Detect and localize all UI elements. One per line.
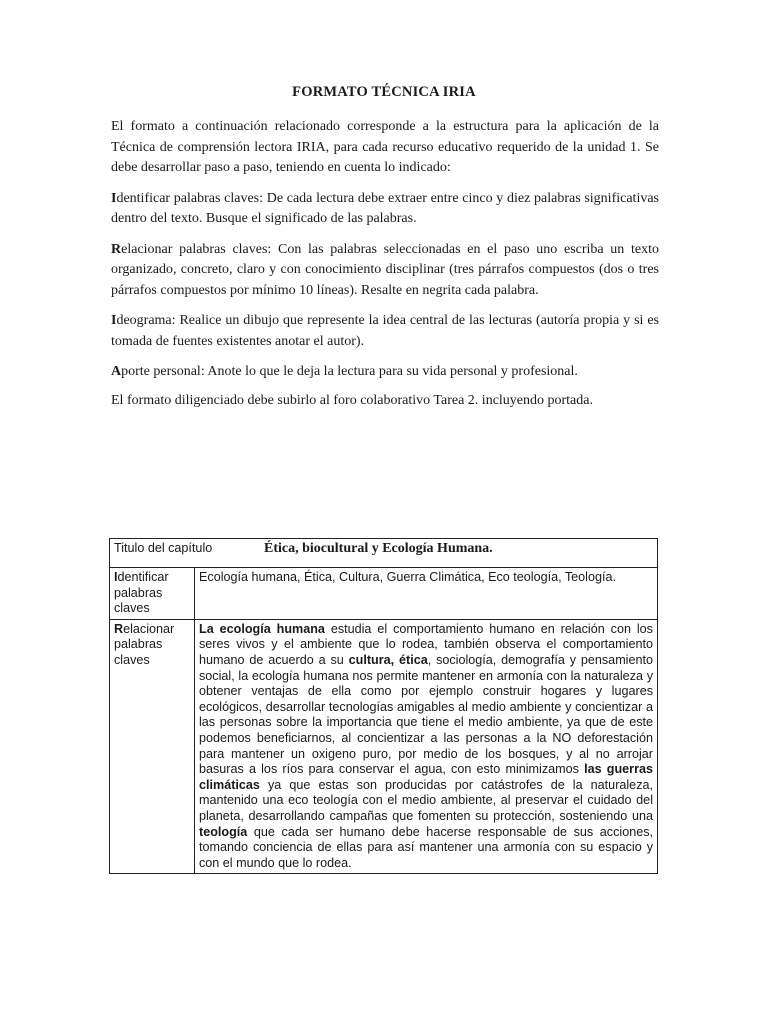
step-text: elacionar palabras claves: Con las palabras seleccionadas en el paso uno escriba un texto organizado, concreto, claro y con conocimiento disciplinar (tres párrafos compuestos (dos o tres párrafos compuestos por mínimo 10 líneas). Resalte en negrita cada palabra. bbox=[111, 241, 659, 298]
row-label-rest: elacionar palabras claves bbox=[114, 621, 175, 667]
step-text: deograma: Realice un dibujo que represente la idea central de las lecturas (autoría propia y si es tomada de fuentes existentes anotar el autor). bbox=[111, 313, 659, 349]
step-initial: A bbox=[111, 364, 122, 379]
text-segment: estudia el comportamiento humano en relación con los seres vivos y el ambiente que lo rodea, también observa el comportamiento humano de acuerdo a su bbox=[199, 621, 653, 667]
step-initial: R bbox=[111, 241, 122, 257]
text-segment-bold: las guerras climáticas bbox=[199, 762, 653, 792]
text-segment: que cada ser humano debe hacerse responsable de sus acciones, tomando conciencia de ellas para así mantener una armonía con su espacio y con el mundo que lo rodea. bbox=[199, 824, 653, 870]
chapter-title: Ética, biocultural y Ecología Humana. bbox=[264, 541, 493, 556]
row-label-identificar bbox=[110, 568, 195, 620]
closing-paragraph: El formato diligenciado debe subirlo al foro colaborativo Tarea 2. incluyendo portada. bbox=[111, 392, 593, 408]
row-label-initial: R bbox=[114, 621, 124, 636]
document-title: FORMATO TÉCNICA IRIA bbox=[292, 84, 476, 100]
iria-table bbox=[109, 538, 658, 874]
step-initial: I bbox=[111, 190, 117, 206]
table-header-cell bbox=[110, 539, 658, 568]
table-row-relacionar bbox=[110, 619, 658, 874]
intro-paragraph: El formato a continuación relacionado corresponde a la estructura para la aplicación de la Técnica de comprensión lectora IRIA, para cada recurso educativo requerido de la unidad 1. Se debe desarrollar paso a paso, teniendo en cuenta lo indicado: bbox=[111, 119, 659, 175]
step-ideograma bbox=[111, 311, 659, 352]
step-initial: I bbox=[111, 313, 117, 328]
step-aporte bbox=[111, 362, 659, 383]
text-segment-bold: cultura, ética bbox=[348, 652, 428, 667]
step-relacionar bbox=[111, 240, 659, 302]
text-segment-bold: La ecología humana bbox=[199, 621, 325, 636]
chapter-label: Titulo del capítulo bbox=[114, 541, 213, 555]
step-text: dentificar palabras claves: De cada lectura debe extraer entre cinco y diez palabras significativas dentro del texto. Busque el significado de las palabras. bbox=[111, 190, 659, 226]
document-body bbox=[111, 117, 659, 421]
text-segment: ya que estas son producidas por catástrofes de la naturaleza, mantenido una eco teología con el medio ambiente, al preservar el cuidado del planeta, desarrollando campañas que fomenten su protección, sosteniendo una bbox=[199, 777, 653, 823]
row-label-rest: dentificar palabras claves bbox=[114, 570, 169, 616]
row-label-initial: I bbox=[114, 570, 118, 584]
step-identificar bbox=[111, 189, 659, 230]
text-segment-bold: teología bbox=[199, 824, 248, 839]
text-segment: , sociología, demografía y pensamiento social, la ecología humana nos permite mantener en armonía con la naturaleza y obtener ventajas de ella como por ejemplo construir hogares y lugares ecológicos, desarrollar tecnologías amigables al medio ambiente y concientizar a las personas sobre la importancia que tiene el medio ambiente, ya que de este podemos beneficiarnos, al concientizar a las personas a la NO deforestación para mantener un oxigeno puro, por medio de los bosques, y al no arrojar basuras a los ríos para conservar el agua, con esto minimizamos bbox=[199, 652, 653, 777]
step-text: porte personal: Anote lo que le deja la lectura para su vida personal y profesional. bbox=[121, 364, 578, 379]
row-label-relacionar bbox=[110, 619, 195, 874]
keywords-cell: Ecología humana, Ética, Cultura, Guerra Climática, Eco teología, Teología. bbox=[195, 568, 658, 620]
table-header-row bbox=[110, 539, 658, 568]
relation-text-cell bbox=[195, 619, 658, 874]
table-row-identificar bbox=[110, 568, 658, 620]
